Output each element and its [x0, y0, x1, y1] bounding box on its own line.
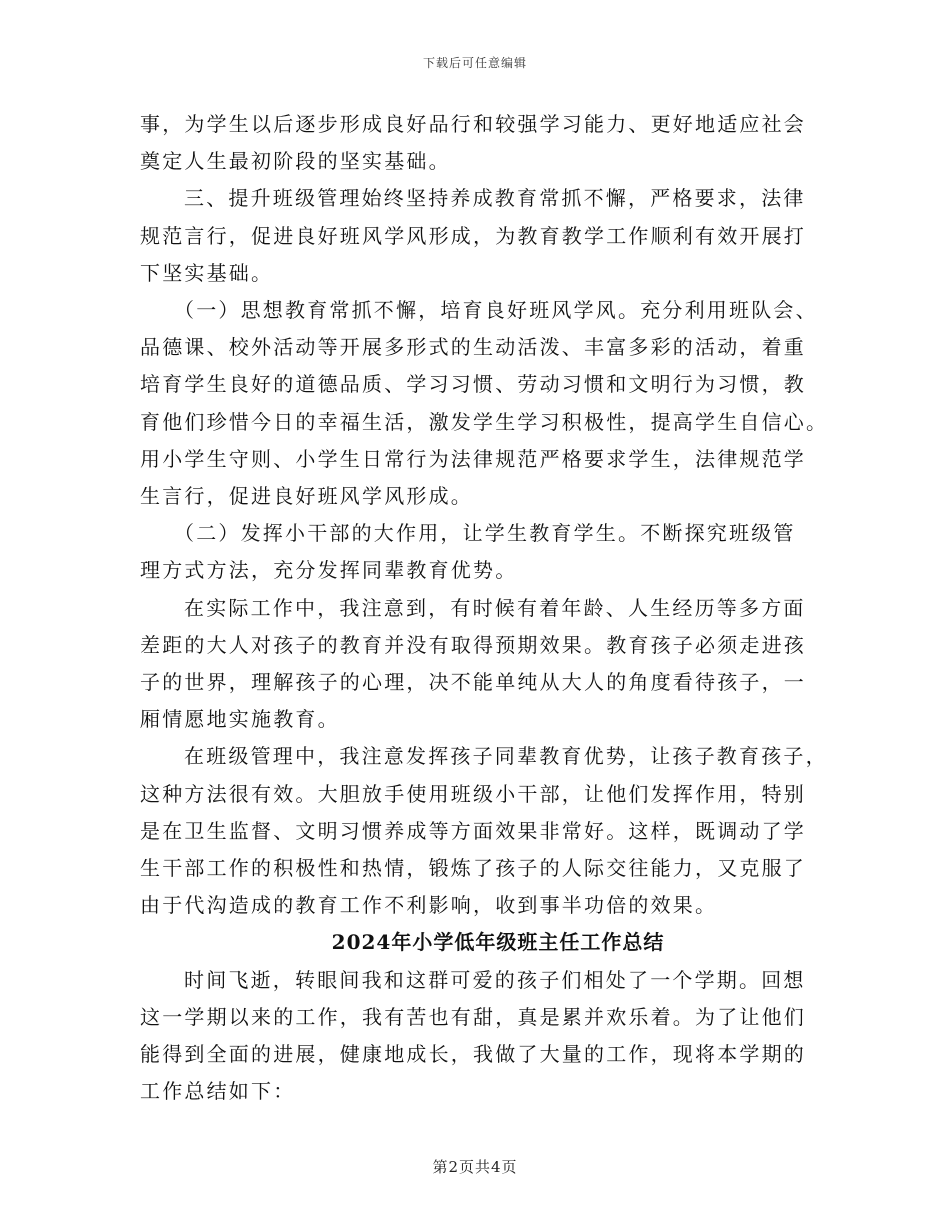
text-line: 三、提升班级管理始终坚持养成教育常抓不懈，严格要求，法律: [184, 186, 806, 211]
text-line: 事，为学生以后逐步形成良好品行和较强学习能力、更好地适应社会: [140, 112, 806, 136]
text-line: 差距的大人对孩子的教育并没有取得预期效果。教育孩子必须走进孩: [140, 632, 806, 657]
paragraph-2: [140, 180, 816, 292]
text-line: 规范言行，促进良好班风学风形成，为教育教学工作顺利有效开展打: [140, 223, 806, 248]
text-line: 育他们珍惜今日的幸福生活，激发学生学习积极性，提高学生自信心。: [140, 409, 829, 434]
text-line: 培育学生良好的道德品质、学习习惯、劳动习惯和文明行为习惯，教: [140, 372, 806, 397]
paragraph-4: [140, 515, 816, 589]
page-header-note: 下载后可任意编辑: [422, 56, 527, 70]
paragraph-7: [140, 962, 816, 1111]
text-line: 这种方法很有效。大胆放手使用班级小干部，让他们发挥作用，特别: [140, 781, 806, 806]
text-line: 能得到全面的进展，健康地成长，我做了大量的工作，现将本学期的: [140, 1042, 806, 1067]
text-line: 子的世界，理解孩子的心理，决不能单纯从大人的角度看待孩子，一: [140, 670, 806, 695]
text-line: 用小学生守则、小学生日常行为法律规范严格要求学生，法律规范学: [140, 446, 806, 471]
paragraph-1: [140, 106, 816, 180]
text-line: 下坚实基础。: [140, 260, 274, 285]
text-line: 生言行，促进良好班风学风形成。: [140, 484, 473, 509]
text-line: （一）思想教育常抓不懈，培育良好班风学风。充分利用班队会、: [174, 298, 818, 323]
text-line: 是在卫生监督、文明习惯养成等方面效果非常好。这样，既调动了学: [140, 818, 806, 843]
text-line: 这一学期以来的工作，我有苦也有甜，真是累并欢乐着。为了让他们: [140, 1004, 806, 1029]
page-number: 第2页共4页: [432, 1158, 518, 1176]
paragraph-3: [140, 292, 829, 515]
text-line: 奠定人生最初阶段的坚实基础。: [140, 149, 451, 174]
text-line: 生干部工作的积极性和热情，锻炼了孩子的人际交往能力，又克服了: [140, 856, 806, 881]
text-line: 时间飞逝，转眼间我和这群可爱的孩子们相处了一个学期。回想: [184, 967, 806, 992]
text-line: 由于代沟造成的教育工作不利影响，收到事半功倍的效果。: [140, 893, 718, 918]
section-heading: 2024年小学低年级班主任工作总结: [331, 930, 665, 955]
text-line: 在班级管理中，我注意发挥孩子同辈教育优势，让孩子教育孩子，: [184, 744, 828, 769]
paragraph-6: [140, 738, 828, 924]
text-line: 理方式方法，充分发挥同辈教育优势。: [140, 558, 518, 583]
document-body: [140, 106, 829, 1110]
text-line: 品德课、校外活动等开展多形式的生动活泼、丰富多彩的活动，着重: [140, 335, 806, 360]
paragraph-5: [140, 590, 816, 739]
text-line: 工作总结如下：: [140, 1079, 296, 1104]
text-line: （二）发挥小干部的大作用，让学生教育学生。不断探究班级管: [174, 521, 796, 546]
text-line: 厢情愿地实施教育。: [140, 707, 340, 732]
text-line: 在实际工作中，我注意到，有时候有着年龄、人生经历等多方面: [184, 595, 806, 620]
